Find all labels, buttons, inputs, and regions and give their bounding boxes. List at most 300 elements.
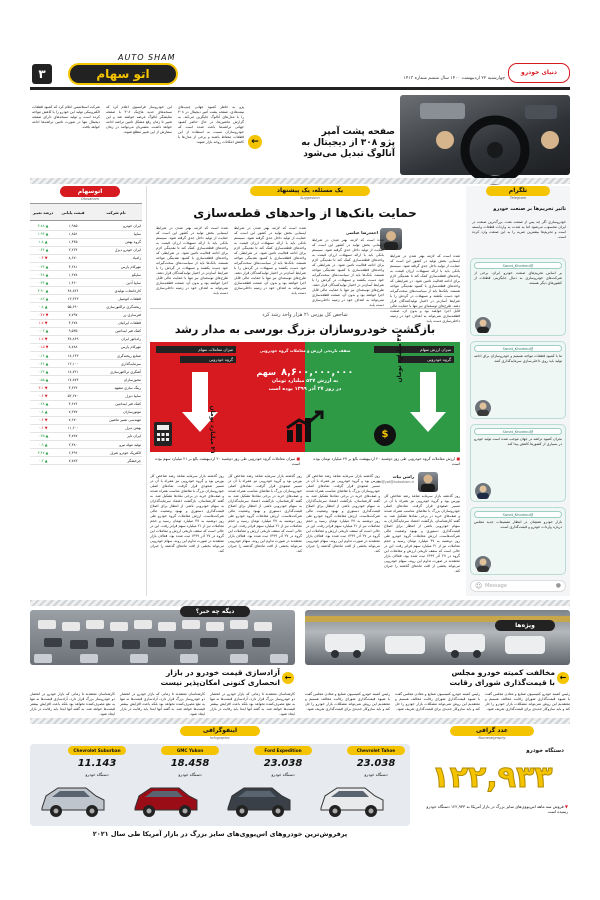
triangle-down-icon: ▼ <box>44 345 49 350</box>
telegram-card-handle: @Sanat_Khodrou <box>474 262 562 269</box>
top-story-title <box>265 127 395 160</box>
market-row-change-value: ۰.۹ <box>38 442 44 447</box>
vizheha-body-col2: رئیس کمیته خودرو کمیسیون صنایع و معادن مجلس گفت با شیوه قیمت‌گذاری شورای رقابت مخالف هستیم و معتقدیم این روش نمی‌تواند مشکلات بازار خودرو را حل کند و باید سازوکار جدیدی برای قیمت‌گذاری تعریف شود. <box>395 692 480 711</box>
market-row <box>30 262 142 270</box>
market-row-change <box>30 441 56 449</box>
market-row-change-value: ۰.۱۴ <box>37 353 45 358</box>
market-row-change-value: ۰.۴ <box>38 394 44 399</box>
top-story-column-right: پژو به خاطر کمبود جهانی چیپ‌های نیمه‌هادی، صفحه پشت آمپر دیجیتال در ۳۰۸ را با مدل‌های آنالوگ جایگزین می‌کند. به گزارش ماشین‌ها، در حال حاضر کمبود جهانی تراشه‌ها باعث شده است که خودروسازان نسبت به استفاده از این قطعات محتاط باشند و برخی از مدل‌ها با کاهش امکانات روانه بازار شوند. <box>178 105 244 144</box>
car-lot-photo <box>30 610 295 665</box>
caption-right-text: ارزش معاملات گروه خودرویی طی روز دوشنبه ۲۰ اردیبهشت بالغ بر ۴۷ میلیارد تومان بوده است <box>313 456 460 466</box>
car-count: 18.458 <box>170 758 210 769</box>
infographic-panel <box>30 744 410 826</box>
market-row <box>30 424 142 432</box>
triangle-up-icon: ▲ <box>44 369 49 374</box>
vizheha-tag <box>495 620 555 631</box>
triangle-up-icon: ▲ <box>44 434 49 439</box>
car-count: 23.038 <box>263 758 303 769</box>
market-row-price: ۴,۶۷۶ <box>56 400 90 408</box>
market-row-price: ۱,۴۶۰ <box>56 279 90 287</box>
market-row-change-value: ۳.۱ <box>38 385 44 390</box>
market-row-change <box>30 246 56 254</box>
center-number: ۸,۶۰۰,۰۰۰,۰۰۰ <box>281 367 354 378</box>
market-row-name: قطعات اتومبیل <box>90 295 142 303</box>
page-number: ٣ <box>32 64 52 84</box>
market-row-change <box>30 238 56 246</box>
market-row <box>30 457 142 465</box>
telegram-card-1 <box>470 258 566 336</box>
market-row-change <box>30 408 56 416</box>
section-title: اتو سهام <box>96 67 150 81</box>
red-value-panel <box>150 342 242 452</box>
vizheha-body-col1: رئیس کمیته خودرو کمیسیون صنایع و معادن مجلس گفت با شیوه قیمت‌گذاری شورای رقابت مخالف هستیم و معتقدیم این روش نمی‌تواند مشکلات بازار خودرو را حل کند و باید سازوکار جدیدی برای قیمت‌گذاری تعریف شود. <box>485 692 570 711</box>
bourse-body-col1: روز گذشته بازار سرمایه شاهد رشد شاخص کل بورس بود و گروه خودرویی نیز همراه با آن در مسیر صعودی قرار گرفت. نماد‌های اصلی خودروسازان بزرگ با تقاضای مناسب همراه شدند و صف‌های خرید در برخی نمادها تشکیل شد. به گفته کارشناسان، بازگشت اعتماد سرمایه‌گذاران به سهام خودرویی ناشی از انتظار برای اصلاح قیمت‌گذاری دستوری و بهبود وضعیت مالی شرکت‌هاست. ارزش معاملات گروه خودرو طی روز دوشنبه به ۴۷ میلیارد تومان رسید و حجم معاملات نیز از ۲۱ میلیارد سهم فراتر رفت. این در حالی است که سقف تاریخی ارزش و معاملات این گروه در ۲۷ آذر ۱۳۹۹ ثبت شده بود. فعالان بازار معتقدند در صورت تداوم این روند، سهام خودرویی می‌تواند بخشی از افت ماه‌های گذشته را جبران کند. <box>384 494 461 573</box>
market-row-name: قطعات ایرانیان <box>90 319 142 327</box>
market-row-name: رادیاتور ایران <box>90 335 142 343</box>
triangle-down-icon: ▼ <box>43 426 48 431</box>
market-row-price: ۲,۳۸۰ <box>56 441 90 449</box>
car-unit: دستگاه خودرو <box>271 772 295 777</box>
red-panel-sub: گروه خودرویی <box>180 356 236 363</box>
market-row-price: ۲,۲۶۴ <box>56 246 90 254</box>
red-panel-label: میزان معاملات سهام <box>156 346 236 353</box>
market-row-change-value: ۰.۲۳ <box>37 264 45 269</box>
market-row-name: الکتریک خودرو شرق <box>90 449 142 457</box>
market-table-section <box>30 186 142 596</box>
vizheha-body-col3: رئیس کمیته خودرو کمیسیون صنایع و معادن مجلس گفت با شیوه قیمت‌گذاری شورای رقابت مخالف هستیم و معتقدیم این روش نمی‌تواند مشکلات بازار خودرو را حل کند و باید سازوکار جدیدی برای قیمت‌گذاری تعریف شود. <box>305 692 390 711</box>
triangle-up-icon: ▲ <box>44 361 49 366</box>
green-panel-label: میزان ارزش سهام <box>374 346 454 353</box>
infographic-section <box>30 726 410 846</box>
market-row <box>30 319 142 327</box>
market-row-change <box>30 392 56 400</box>
car-name-badge: Ford Expedition <box>254 746 312 755</box>
car-unit: دستگاه خودرو <box>178 772 202 777</box>
telegram-card-2 <box>470 341 566 419</box>
market-row-price: ۸,۷۸۸ <box>56 343 90 351</box>
market-row-price: ۷,۷۹۷ <box>56 311 90 319</box>
market-row <box>30 327 142 335</box>
market-row-name: کارخانجات تولیدی <box>90 287 142 295</box>
market-row-price: ۴,۳۶۴ <box>56 384 90 392</box>
market-row-price: ۷,۶۷۰ <box>56 416 90 424</box>
market-row-change-value: ۳.۸۸ <box>37 223 45 228</box>
vizheha-title <box>345 668 555 688</box>
top-story-column-middle: این خودروساز فرانسوی اعلام کرد که نسخه‌های جدید هاچ‌بک ۳۰۸ با صفحه نمایشگر آنالوگ عرضه خواهند شد و این تغییر تا زمان رفع مشکل تامین تراشه ادامه خواهد داشت. مشتریان می‌توانند در زمان سفارش از این تغییر مطلع شوند. <box>106 105 172 134</box>
infographic-tag-label: اینفوگرافی <box>202 727 238 734</box>
vizheha-tag-label: ویژه‌ها <box>515 622 535 629</box>
market-header-change: درصد تغییر <box>32 210 54 215</box>
suggestion-body-col3: شده است که لازمه بهتر شدن در شرایط ایستایی بخش تولید در کشور این است که حمایت از تولید داخل جدی گرفته شود. سیستم بانکی باید با ارائه تسهیلات ارزان قیمت به واحدهای قطعه‌سازی کمک کند تا نقدینگی لازم برای ادامه فعالیت تامین شود. در شرایطی که واحدهای قطعه‌سازی با کمبود نقدینگی مواجه هستند، بانک‌ها باید از سیاست‌های سخت‌گیرانه خود دست بکشند و تسهیلات در گردش را با شرایط آسان‌تر در اختیار تولیدکنندگان قرار دهند. طرح‌های توسعه‌ای نیز تنها با حمایت مالی قابل اجرا خواهند بود و بدون آن، صنعت قطعه‌سازی نمی‌تواند به اهداف خود در زمینه داخلی‌سازی دست یابد. <box>234 226 306 295</box>
car-item <box>38 746 126 824</box>
market-row-price: ۱۷,۸۷۳ <box>56 376 90 384</box>
market-row-name: محورسازان <box>90 376 142 384</box>
market-header-name: نام شرکت <box>106 210 126 215</box>
top-story-title-line-1: صفحه پشت آمپر <box>321 127 395 137</box>
market-row-change-value: ۰.۴۶ <box>37 361 45 366</box>
market-row-price: ۴۸,۸۳۶ <box>56 287 90 295</box>
top-story-title-line-3: آنالوگ تبدیل می‌شود <box>303 149 395 159</box>
market-row-change <box>30 311 56 319</box>
caption-right-bullet: ■ <box>455 456 460 461</box>
triangle-up-icon: ▲ <box>44 232 49 237</box>
steering-wheel-illustration <box>400 95 570 175</box>
market-row <box>30 230 142 238</box>
market-row-change <box>30 432 56 440</box>
market-row-name: مهرکام پارس <box>90 262 142 270</box>
suv-car-icon <box>38 782 108 822</box>
suggestion-tag <box>250 186 370 196</box>
market-row-change-value: ۰.۴۴ <box>37 248 45 253</box>
suv-car-icon <box>224 782 294 822</box>
numeral-tag-latin: Numeralgraphy <box>478 736 506 740</box>
telegram-card-text: بازار خودرو همچنان در انتظار تصمیمات جدید مجلس درباره واردات خودرو و قیمت‌گذاری است. <box>474 520 562 529</box>
car-name-badge: Chevrolet Suburban <box>68 746 126 755</box>
triangle-down-icon: ▼ <box>43 337 48 342</box>
market-row <box>30 449 142 457</box>
triangle-up-icon: ▲ <box>43 458 48 463</box>
market-row-change-value: ۰.۶ <box>38 426 44 431</box>
didgah-tag <box>180 606 250 617</box>
market-row-name: فنرسازی زر <box>90 311 142 319</box>
suggestion-body-col4: شده است که لازمه بهتر شدن در شرایط ایستایی بخش تولید در کشور این است که حمایت از تولید داخل جدی گرفته شود. سیستم بانکی باید با ارائه تسهیلات ارزان قیمت به واحدهای قطعه‌سازی کمک کند تا نقدینگی لازم برای ادامه فعالیت تامین شود. در شرایطی که واحدهای قطعه‌سازی با کمبود نقدینگی مواجه هستند، بانک‌ها باید از سیاست‌های سخت‌گیرانه خود دست بکشند و تسهیلات در گردش را با شرایط آسان‌تر در اختیار تولیدکنندگان قرار دهند. طرح‌های توسعه‌ای نیز تنها با حمایت مالی قابل اجرا خواهند بود و بدون آن، صنعت قطعه‌سازی نمی‌تواند به اهداف خود در زمینه داخلی‌سازی دست یابد. <box>156 226 228 295</box>
didgah-title-line-1: آزادسازی قیمت خودرو در بازار <box>165 668 280 677</box>
market-row-price: ۷,۲۷۷ <box>56 408 90 416</box>
bourse-caption-right <box>308 456 460 466</box>
market-row <box>30 376 142 384</box>
telegram-card-handle: @Sanat_Khodrou <box>474 345 562 352</box>
market-row-name: سرمایه‌گذاری <box>90 360 142 368</box>
market-row-name: ساپکو <box>90 271 142 279</box>
market-row-change-value: ۰.۳۵ <box>37 434 45 439</box>
triangle-up-icon: ▲ <box>43 442 48 447</box>
market-row-price: ۹,۵۳۵ <box>56 327 90 335</box>
suv-car-icon <box>317 782 387 822</box>
triangle-down-icon: ▼ <box>44 313 49 318</box>
market-row-name: سایپا آذین <box>90 279 142 287</box>
telegram-card-avatar <box>475 400 491 416</box>
market-row-change <box>30 384 56 392</box>
market-row <box>30 384 142 392</box>
market-row <box>30 246 142 254</box>
market-row-name: ایران خودرو دیزل <box>90 246 142 254</box>
market-row-name: موتورسازان <box>90 408 142 416</box>
arrow-left-icon: ← <box>557 672 569 684</box>
vizheha-title-line-1: مخالفت کمیته خودرو مجلس <box>451 668 555 677</box>
infographic-tag-latin: Infographic <box>210 736 230 740</box>
market-row-name: کمک فنر ایندامین <box>90 400 142 408</box>
telegram-card-handle: @Sanat_Khodrou <box>474 511 562 518</box>
market-row <box>30 222 142 230</box>
didgah-tag-label: دیگه چه خبر؟ <box>195 608 235 615</box>
market-row-change <box>30 303 56 311</box>
triangle-down-icon: ▼ <box>43 321 48 326</box>
market-row <box>30 432 142 440</box>
center-heading: سقف تاریخی ارزش و معاملات گروه خودرویی <box>259 348 351 353</box>
market-row-name: آهنگری تراکتورسازی <box>90 368 142 376</box>
telegram-intro: خودروسازی اگر چه پس از صنعت نفت، بزرگ‌ترین صنعت در ایران محسوب می‌شود اما به شدت به واردات قطعات وابسته است و تحریم‌ها بیشترین ضربه را به این صنعت وارد کرده است. <box>472 220 566 239</box>
arrow-left-icon: ← <box>248 135 262 149</box>
triangle-up-icon: ▲ <box>44 280 49 285</box>
market-row-change <box>30 449 56 457</box>
car-unit: دستگاه خودرو <box>364 772 388 777</box>
market-row-change-value: ۰.۸۲ <box>37 296 45 301</box>
market-row-change-value: ۰.۰۲ <box>37 329 45 334</box>
market-row-change <box>30 400 56 408</box>
market-row-change <box>30 376 56 384</box>
telegram-card-text: بحران کمبود تراشه در جهان موجب شده است تولید خودرو در بسیاری از کشورها کاهش پیدا کند. <box>474 437 562 446</box>
triangle-down-icon: ▼ <box>43 385 48 390</box>
center-sub-1: به ارزش ۵۳۷ میلیارد تومان <box>271 378 339 384</box>
car-name-badge: GMC Yukon <box>161 746 219 755</box>
numeral-caption-text: فروش سه ماهه اس‌یووی‌های سایز بزرگ در بازار آمریکا به ۱۲۲,۹۳۳ دستگاه خودرو رسیده است <box>426 804 568 814</box>
parked-cars-illustration <box>30 610 295 665</box>
market-row <box>30 311 142 319</box>
section-latin-title: AUTO SHAM <box>118 53 176 62</box>
telegram-tag-latin: Telegram <box>509 196 527 200</box>
market-row-change <box>30 457 56 465</box>
green-value: ۴۷ میلیارد تومان <box>396 334 403 383</box>
green-value-panel <box>368 334 460 452</box>
triangle-down-icon: ▼ <box>43 394 48 399</box>
triangle-up-icon: ▲ <box>44 329 49 334</box>
market-row-change-value: ۰.۲۸ <box>37 402 45 407</box>
center-number-row <box>242 360 368 379</box>
market-row-change-value: ۱.۷ <box>38 337 44 342</box>
vizheha-title-line-2: با قیمت‌گذاری شورای رقابت <box>449 678 555 687</box>
market-row-change <box>30 335 56 343</box>
triangle-up-icon: ▲ <box>44 377 49 382</box>
market-row <box>30 408 142 416</box>
market-row <box>30 287 142 295</box>
didgah-section <box>30 610 295 715</box>
center-panel <box>242 342 368 452</box>
numeral-number: ۱۲۲,۹۳۳ <box>431 760 553 795</box>
market-row-change-value: ۰.۸ <box>38 304 44 309</box>
steering-wheel-photo <box>400 95 570 175</box>
market-row <box>30 400 142 408</box>
triangle-up-icon: ▲ <box>43 410 48 415</box>
didgah-title-line-2: انحصاری کنونی امکان‌پذیر نیست <box>160 678 280 687</box>
market-row-change-value: ۱.۷ <box>38 321 44 326</box>
suggestion-title: حمایت بانک‌ها از واحدهای قطعه‌سازی <box>193 206 417 220</box>
suggestion-tag-label: یک مسئله، یک پیشنهاد <box>276 187 344 194</box>
market-table <box>30 222 142 465</box>
factory-photo <box>305 610 570 665</box>
infographic-tag <box>180 726 260 736</box>
market-row-change <box>30 319 56 327</box>
telegram-tag-label: تلگرام <box>508 187 528 194</box>
numeral-caption <box>418 804 568 814</box>
page-header <box>0 0 600 100</box>
market-row-name: سایپا <box>90 230 142 238</box>
telegram-card-text: بر اساس تحریم‌های صنعت خودرو ایران، برخی از شرکت‌های خودروسازی به دنبال جایگزینی قطعات از کشورهای دیگر هستند. <box>474 271 562 285</box>
market-row <box>30 368 142 376</box>
market-row-change-value: ۰.۵۵ <box>37 377 45 382</box>
market-row-price: ۱,۲۷۸ <box>56 271 90 279</box>
telegram-title: تاثیر تحریم‌ها بر صنعت خودرو <box>493 206 566 212</box>
message-placeholder: Message <box>485 583 507 589</box>
market-row-change <box>30 262 56 270</box>
market-row-change-value: ۰.۱۵ <box>37 345 45 350</box>
section-rule <box>150 308 460 309</box>
market-row <box>30 360 142 368</box>
market-row-change-value: ۳.۴۷ <box>37 450 45 455</box>
telegram-card-3 <box>470 424 566 502</box>
market-row-price: ۳۸,۸۶۹ <box>56 335 90 343</box>
market-row-change <box>30 222 56 230</box>
car-name-badge: Chevrolet Tahoe <box>347 746 405 755</box>
market-row-price: ۱,۹۸۵ <box>56 222 90 230</box>
market-row-change-value: ۰.۲ <box>38 458 44 463</box>
market-row-price: ۱,۴۴۵ <box>56 238 90 246</box>
top-story-title-line-2: پژو ۳۰۸ از دیجیتال به <box>301 138 395 148</box>
market-row-change <box>30 295 56 303</box>
telegram-card-avatar <box>475 483 491 499</box>
mic-icon: ● <box>555 582 561 589</box>
market-row-price: ۱۸,۷۲۱ <box>56 368 90 376</box>
market-row-name: زامیاد <box>90 254 142 262</box>
triangle-down-icon: ▼ <box>43 418 48 423</box>
red-value: ۲۱ میلیارد تومان <box>209 405 216 454</box>
market-row-change-value: ۰.۸ <box>38 410 44 415</box>
bourse-kicker: شاخص کل بورس ۲۱ هزار واحد رشد کرد <box>262 312 348 318</box>
car-count: 11.143 <box>77 758 117 769</box>
market-row <box>30 352 142 360</box>
triangle-up-icon: ▲ <box>43 240 48 245</box>
message-bar[interactable] <box>470 580 566 592</box>
telegram-card-avatar <box>475 556 491 572</box>
market-row-price: ۴,۲۸۱ <box>56 262 90 270</box>
triangle-up-icon: ▲ <box>43 304 48 309</box>
assembly-line-illustration <box>305 610 570 665</box>
market-tag-label: اتوسهام <box>77 188 103 195</box>
center-unit: سهم <box>256 368 276 377</box>
market-row-price: ۱۲,۱۰۰ <box>56 360 90 368</box>
divider-band-3 <box>30 718 570 724</box>
suv-car-icon <box>131 782 201 822</box>
triangle-up-icon: ▲ <box>44 272 49 277</box>
brand-logo-text: دنیای خودرو <box>521 69 557 76</box>
car-item <box>224 746 312 824</box>
market-row <box>30 335 142 343</box>
market-row-change-value: ۰.۴ <box>38 256 44 261</box>
market-row <box>30 279 142 287</box>
market-row-name: ایران خودرو <box>90 222 142 230</box>
telegram-card-4 <box>470 507 566 575</box>
triangle-down-icon: ▼ <box>43 256 48 261</box>
market-table-header <box>30 203 142 221</box>
didgah-body-col2: کارشناسان معتقدند تا زمانی که بازار خودرو در انحصار دو خودروساز بزرگ قرار دارد، آزادسازی قیمت‌ها نه تنها به نفع مصرف‌کننده نخواهد بود بلکه باعث افزایش بیشتر قیمت‌ها خواهد شد. به گفته آنها ابتدا باید رقابت در بازار ایجاد شود. <box>120 692 205 716</box>
car-count: 23.038 <box>356 758 396 769</box>
market-row-price: ۱۱,۶۰۰ <box>56 424 90 432</box>
telegram-tag <box>486 186 550 196</box>
bourse-body-col4: روز گذشته بازار سرمایه شاهد رشد شاخص کل بورس بود و گروه خودرویی نیز همراه با آن در مسیر صعودی قرار گرفت. نماد‌های اصلی خودروسازان بزرگ با تقاضای مناسب همراه شدند و صف‌های خرید در برخی نمادها تشکیل شد. به گفته کارشناسان، بازگشت اعتماد سرمایه‌گذاران به سهام خودرویی ناشی از انتظار برای اصلاح قیمت‌گذاری دستوری و بهبود وضعیت مالی شرکت‌هاست. ارزش معاملات گروه خودرو طی روز دوشنبه به ۴۷ میلیارد تومان رسید و حجم معاملات نیز از ۲۱ میلیارد سهم فراتر رفت. این در حالی است که سقف تاریخی ارزش و معاملات این گروه در ۲۷ آذر ۱۳۹۹ ثبت شده بود. فعالان بازار معتقدند در صورت تداوم این روند، سهام خودرویی می‌تواند بخشی از افت ماه‌های گذشته را جبران کند. <box>150 474 224 553</box>
triangle-up-icon: ▲ <box>44 223 49 228</box>
market-row-change <box>30 368 56 376</box>
center-sub-2: در روز ۲۷ آذر ۱۳۹۹ بوده است <box>268 386 342 392</box>
market-row-change <box>30 360 56 368</box>
market-row <box>30 441 142 449</box>
market-row-change <box>30 327 56 335</box>
market-row-name: گروه بهمن <box>90 238 142 246</box>
money-bag-icon: $ <box>374 424 396 446</box>
market-row-change <box>30 287 56 295</box>
bourse-section <box>150 310 460 596</box>
triangle-up-icon: ▲ <box>44 296 49 301</box>
numeral-tag-label: عدد گرافی <box>475 727 508 734</box>
car-unit: دستگاه خودرو <box>85 772 109 777</box>
market-row-change <box>30 352 56 360</box>
calculator-icon <box>154 422 172 446</box>
market-row-change <box>30 343 56 351</box>
bourse-graphic <box>150 334 460 454</box>
triangle-up-icon: ▲ <box>44 264 49 269</box>
triangle-up-icon: ▲ <box>44 288 49 293</box>
telegram-card-handle: @Sanat_Khodrou <box>474 428 562 435</box>
market-row-name: مهرکام پارس <box>90 343 142 351</box>
market-row <box>30 295 142 303</box>
market-row-change-value: ۰.۴۸ <box>37 272 45 277</box>
green-panel-sub: گروه خودرویی <box>398 356 454 363</box>
market-row-price: ۵۵,۶۹۰ <box>56 303 90 311</box>
car-item <box>131 746 219 824</box>
market-row-name: ایران تایر <box>90 432 142 440</box>
market-row <box>30 254 142 262</box>
reporter-avatar-icon <box>418 472 438 492</box>
didgah-body-col3: کارشناسان معتقدند تا زمانی که بازار خودرو در انحصار دو خودروساز بزرگ قرار دارد، آزادسازی قیمت‌ها نه تنها به نفع مصرف‌کننده نخواهد بود بلکه باعث افزایش بیشتر قیمت‌ها خواهد شد. به گفته آنها ابتدا باید رقابت در بازار ایجاد شود. <box>30 692 115 716</box>
market-row-change-value: ۰.۲۲ <box>37 369 45 374</box>
didgah-body-col1: کارشناسان معتقدند تا زمانی که بازار خودرو در انحصار دو خودروساز بزرگ قرار دارد، آزادسازی قیمت‌ها نه تنها به نفع مصرف‌کننده نخواهد بود بلکه باعث افزایش بیشتر قیمت‌ها خواهد شد. به گفته آنها ابتدا باید رقابت در بازار ایجاد شود. <box>210 692 295 716</box>
bourse-title: بازگشت خودروسازان بزرگ بورسی به مدار رشد <box>174 323 436 336</box>
caption-left-text: میزان معاملات گروه خودرویی طی روز دوشنبه ۲۰ اردیبهشت بالغ بر ۲۱ میلیارد سهم بوده است <box>155 456 300 466</box>
reporter-handle: ra@yat@autosham.ir <box>377 480 414 484</box>
section-title-tab <box>68 63 178 85</box>
market-row-price: ۶,۳۹۶ <box>56 449 90 457</box>
author-name: احمدرضا عباسی <box>345 230 378 235</box>
market-row-change-value: ۳.۹۰ <box>37 288 45 293</box>
market-row <box>30 238 142 246</box>
market-row-price: ۱۸,۶۶۳ <box>56 352 90 360</box>
numeral-bullet-icon: ▼ <box>563 804 568 809</box>
market-tag <box>60 186 120 197</box>
market-row-price: ۷,۷۸۳ <box>56 457 90 465</box>
triangle-up-icon: ▲ <box>44 450 49 455</box>
market-header-price: قیمت پایانی <box>61 210 85 215</box>
brand-logo <box>508 63 570 83</box>
market-row-name: کمک فنر ایندامین <box>90 327 142 335</box>
market-row-name: مهندسی نصیر ماشین <box>90 416 142 424</box>
top-story <box>30 95 570 175</box>
telegram-card-avatar <box>475 317 491 333</box>
market-row-change-value: ۱.۹۳ <box>37 232 45 237</box>
market-row <box>30 416 142 424</box>
market-row-name: چرخشگر <box>90 457 142 465</box>
reporter-photo <box>418 472 438 492</box>
triangle-up-icon: ▲ <box>44 353 49 358</box>
market-row-name: بهمن دیزل <box>90 424 142 432</box>
market-row-change <box>30 424 56 432</box>
market-row-price: ۱,۸۵۱ <box>56 230 90 238</box>
market-row-name: رینگ سازی مشهد <box>90 384 142 392</box>
date-line: چهارشنبه ۲۲ اردیبهشت ۱۴۰۰ سال ششم شماره ۱۴۱۳ <box>403 76 505 81</box>
numeral-tag <box>450 726 534 736</box>
suggestion-body-right: شده است که لازمه بهتر شدن در شرایط ایستایی بخش تولید در کشور این است که حمایت از تولید داخل جدی گرفته شود. سیستم بانکی باید با ارائه تسهیلات ارزان قیمت به واحدهای قطعه‌سازی کمک کند تا نقدینگی لازم برای ادامه فعالیت تامین شود. در شرایطی که واحدهای قطعه‌سازی با کمبود نقدینگی مواجه هستند، بانک‌ها باید از سیاست‌های سخت‌گیرانه خود دست بکشند و تسهیلات در گردش را با شرایط آسان‌تر در اختیار تولیدکنندگان قرار دهند. طرح‌های توسعه‌ای نیز تنها با حمایت مالی قابل اجرا خواهند بود و بدون آن، صنعت قطعه‌سازی نمی‌تواند به اهداف خود در زمینه داخلی‌سازی دست یابد. <box>390 254 460 323</box>
car-item <box>317 746 405 824</box>
market-tag-latin: Otosaham <box>80 197 99 201</box>
market-row-change <box>30 230 56 238</box>
smile-icon: ☺ <box>475 582 483 590</box>
